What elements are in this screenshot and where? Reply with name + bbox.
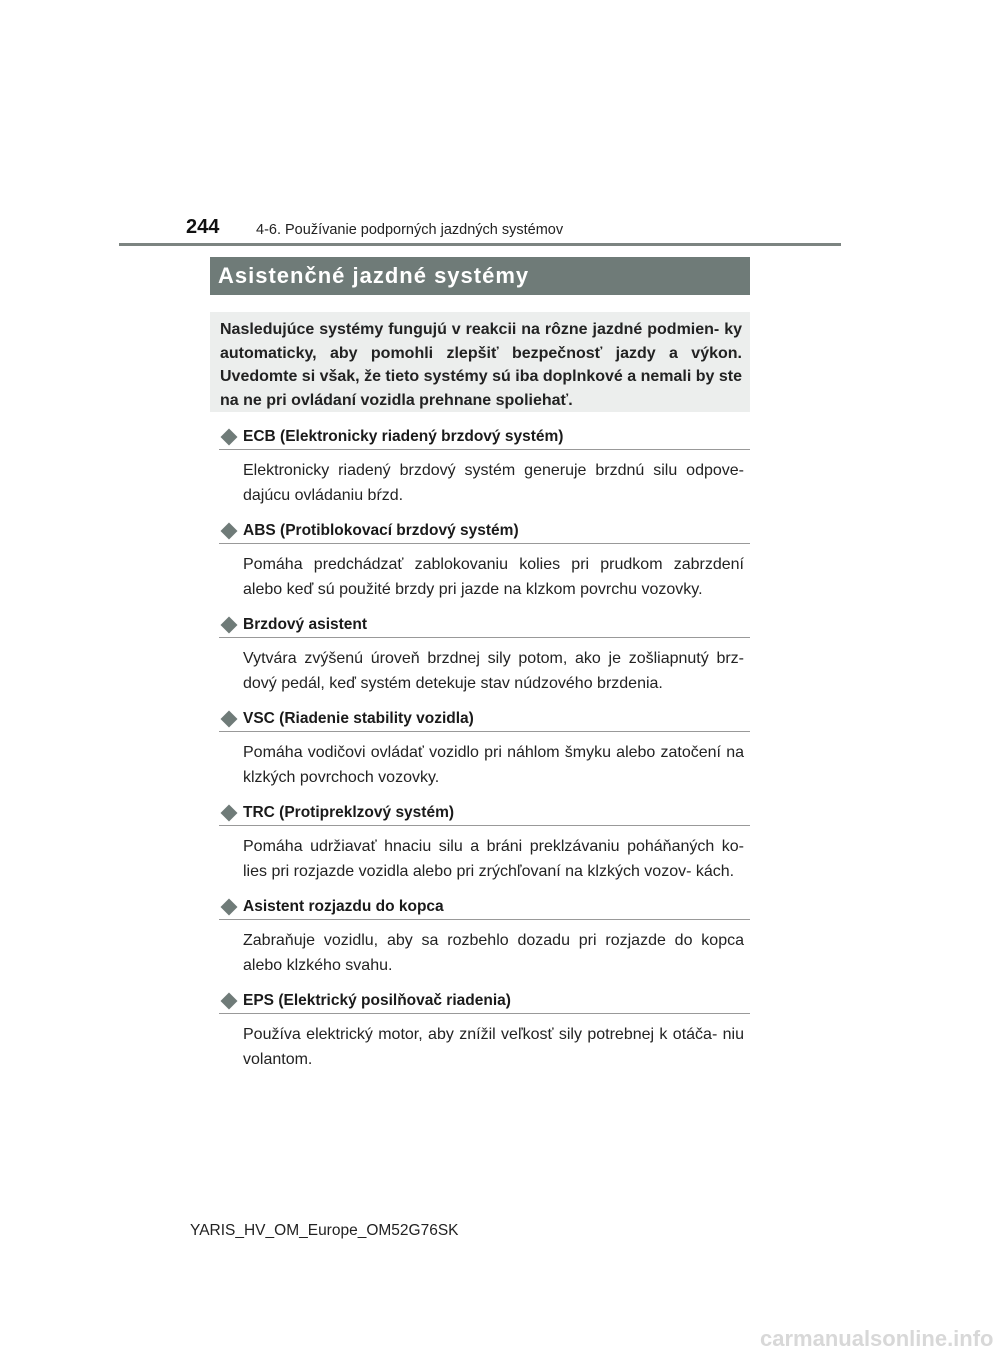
feature-description bbox=[243, 459, 744, 508]
feature-heading bbox=[219, 708, 750, 732]
section-title: Asistenčné jazdné systémy bbox=[218, 263, 530, 288]
feature-heading bbox=[219, 990, 750, 1014]
diamond-icon bbox=[221, 428, 238, 445]
feature-description bbox=[243, 741, 744, 790]
feature-line: Elektronicky riadený brzdový systém generuje brzdnú silu odpove- bbox=[243, 462, 744, 479]
chapter-title: 4-6. Používanie podporných jazdných systémov bbox=[256, 222, 564, 238]
feature-line: Pomáha predchádzať zablokovaniu kolies pri prudkom zabrzdení bbox=[243, 556, 744, 573]
feature-description bbox=[243, 929, 744, 978]
intro-line: ste na ne pri ovládaní vozidla prehnane spoliehať. bbox=[220, 368, 742, 409]
feature-title: Asistent rozjazdu do kopca bbox=[243, 897, 444, 915]
diamond-icon bbox=[221, 522, 238, 539]
feature-line: Vytvára zvýšenú úroveň brzdnej sily potom, ako je zošliapnutý brz- bbox=[243, 650, 744, 667]
feature-heading bbox=[219, 802, 750, 826]
diamond-icon bbox=[221, 898, 238, 915]
diamond-icon bbox=[221, 616, 238, 633]
feature-title: ECB (Elektronicky riadený brzdový systém) bbox=[243, 427, 564, 445]
feature-line: alebo klzkého svahu. bbox=[243, 956, 393, 974]
intro-box bbox=[210, 312, 750, 412]
feature-heading bbox=[219, 896, 750, 920]
feature-description bbox=[243, 835, 744, 884]
feature-line: Používa elektrický motor, aby znížil veľkosť sily potrebnej k otáča- bbox=[243, 1026, 718, 1043]
feature-heading bbox=[219, 520, 750, 544]
diamond-icon bbox=[221, 992, 238, 1009]
feature-line: alebo keď sú použité brzdy pri jazde na klzkom povrchu vozovky. bbox=[243, 580, 703, 598]
feature-list bbox=[219, 426, 750, 1084]
page-number: 244 bbox=[186, 216, 220, 238]
header-rule bbox=[119, 243, 841, 246]
section-title-bar bbox=[210, 257, 750, 295]
feature-abs bbox=[219, 520, 750, 602]
intro-line: Nasledujúce systémy fungujú v reakcii na rôzne jazdné podmien- bbox=[220, 321, 720, 338]
feature-vsc bbox=[219, 708, 750, 790]
feature-hill-start-assist bbox=[219, 896, 750, 978]
footer-document-code: YARIS_HV_OM_Europe_OM52G76SK bbox=[190, 1222, 459, 1239]
feature-title: VSC (Riadenie stability vozidla) bbox=[243, 709, 474, 727]
intro-line: Uvedomte si však, že tieto systémy sú iba doplnkové a nemali by bbox=[220, 368, 715, 385]
watermark: carmanualsonline.info bbox=[760, 1326, 994, 1351]
feature-line: Pomáha vodičovi ovládať vozidlo pri náhlom šmyku alebo zatočení bbox=[243, 744, 722, 761]
feature-title: TRC (Protipreklzový systém) bbox=[243, 803, 455, 821]
feature-description bbox=[243, 647, 744, 696]
feature-brake-assist bbox=[219, 614, 750, 696]
feature-heading bbox=[219, 426, 750, 450]
feature-line: kách. bbox=[695, 862, 735, 880]
feature-title: ABS (Protiblokovací brzdový systém) bbox=[243, 521, 519, 539]
intro-line: ky automaticky, aby pomohli zlepšiť bezpečnosť jazdy a výkon. bbox=[220, 321, 742, 362]
feature-line: dajúcu ovládaniu bŕzd. bbox=[243, 486, 404, 504]
feature-ecb bbox=[219, 426, 750, 508]
feature-description bbox=[243, 553, 744, 602]
feature-line: Zabraňuje vozidlu, aby sa rozbehlo dozadu pri rozjazde do kopca bbox=[243, 932, 744, 949]
feature-line: niu volantom. bbox=[243, 1026, 744, 1068]
feature-line: na klzkých povrchoch vozovky. bbox=[243, 744, 745, 786]
feature-eps bbox=[219, 990, 750, 1072]
feature-title: EPS (Elektrický posilňovač riadenia) bbox=[243, 991, 511, 1009]
feature-title: Brzdový asistent bbox=[243, 615, 368, 633]
intro-text bbox=[220, 318, 742, 412]
feature-line: lies pri rozjazde vozidla alebo pri zrýchľovaní na klzkých vozov- bbox=[243, 862, 692, 880]
diamond-icon bbox=[221, 804, 238, 821]
feature-line: dový pedál, keď systém detekuje stav núdzového brzdenia. bbox=[243, 674, 663, 692]
feature-description bbox=[243, 1023, 744, 1072]
feature-heading bbox=[219, 614, 750, 638]
diamond-icon bbox=[221, 710, 238, 727]
feature-line: Pomáha udržiavať hnaciu silu a bráni preklzávaniu poháňaných ko- bbox=[243, 838, 744, 855]
feature-trc bbox=[219, 802, 750, 884]
